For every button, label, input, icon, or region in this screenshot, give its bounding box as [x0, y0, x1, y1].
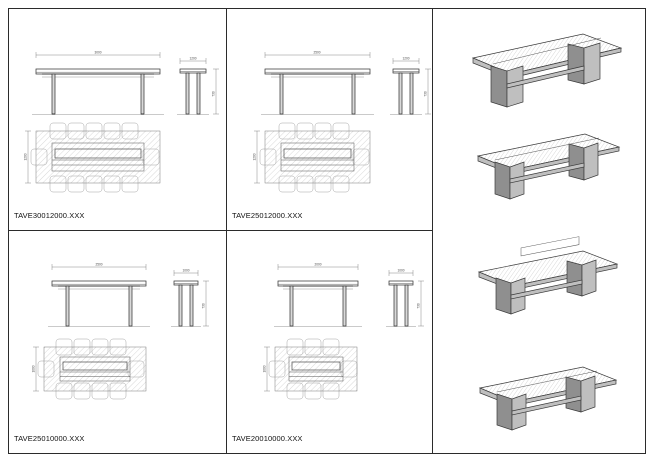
iso-view-2	[478, 134, 619, 199]
svg-text:730: 730	[201, 303, 206, 309]
panel-top-left	[8, 8, 226, 230]
elevation-front-25012000	[261, 51, 374, 115]
elevation-side-20010000	[386, 269, 424, 327]
elevation-side-25012000	[390, 57, 431, 115]
panel-code-bottom-left: TAVE25010000.XXX	[14, 434, 85, 443]
panel-code-top-right: TAVE25012000.XXX	[232, 211, 303, 220]
panel-bottom-left	[8, 231, 226, 454]
svg-text:1000: 1000	[182, 268, 190, 273]
panel-bottom-right-drawing	[227, 231, 432, 431]
elevation-front-30012000	[32, 51, 164, 115]
panel-top-right	[227, 8, 432, 230]
svg-text:2000: 2000	[314, 262, 322, 267]
iso-view-1	[473, 34, 621, 107]
svg-text:1200: 1200	[252, 153, 257, 161]
svg-text:730: 730	[423, 91, 428, 97]
iso-view-3	[479, 237, 617, 314]
elevation-side-30012000	[177, 57, 219, 115]
svg-text:2500: 2500	[313, 50, 321, 55]
svg-text:1200: 1200	[23, 153, 28, 161]
svg-text:2500: 2500	[95, 262, 103, 267]
svg-text:1200: 1200	[189, 56, 197, 61]
elevation-front-20010000	[274, 263, 362, 327]
plan-20010000	[263, 339, 357, 399]
panel-top-left-drawing	[8, 8, 226, 208]
iso-column	[433, 8, 646, 454]
svg-text:730: 730	[211, 91, 216, 97]
panel-code-bottom-right: TAVE20010000.XXX	[232, 434, 303, 443]
svg-text:3000: 3000	[94, 50, 102, 55]
panel-code-top-left: TAVE30012000.XXX	[14, 211, 85, 220]
svg-text:1200: 1200	[402, 56, 410, 61]
panel-bottom-left-drawing	[8, 231, 226, 431]
plan-25012000	[253, 123, 370, 192]
svg-text:1000: 1000	[397, 268, 405, 273]
iso-view-4	[480, 367, 616, 430]
svg-text:1000: 1000	[262, 365, 267, 373]
plan-30012000	[24, 123, 160, 192]
elevation-front-25010000	[48, 263, 150, 327]
svg-text:1000: 1000	[31, 365, 36, 373]
panel-bottom-right	[227, 231, 432, 454]
svg-text:730: 730	[416, 303, 421, 309]
plan-25010000	[32, 339, 146, 399]
elevation-side-25010000	[171, 269, 209, 327]
iso-views	[433, 8, 646, 454]
panel-top-right-drawing	[227, 8, 432, 208]
